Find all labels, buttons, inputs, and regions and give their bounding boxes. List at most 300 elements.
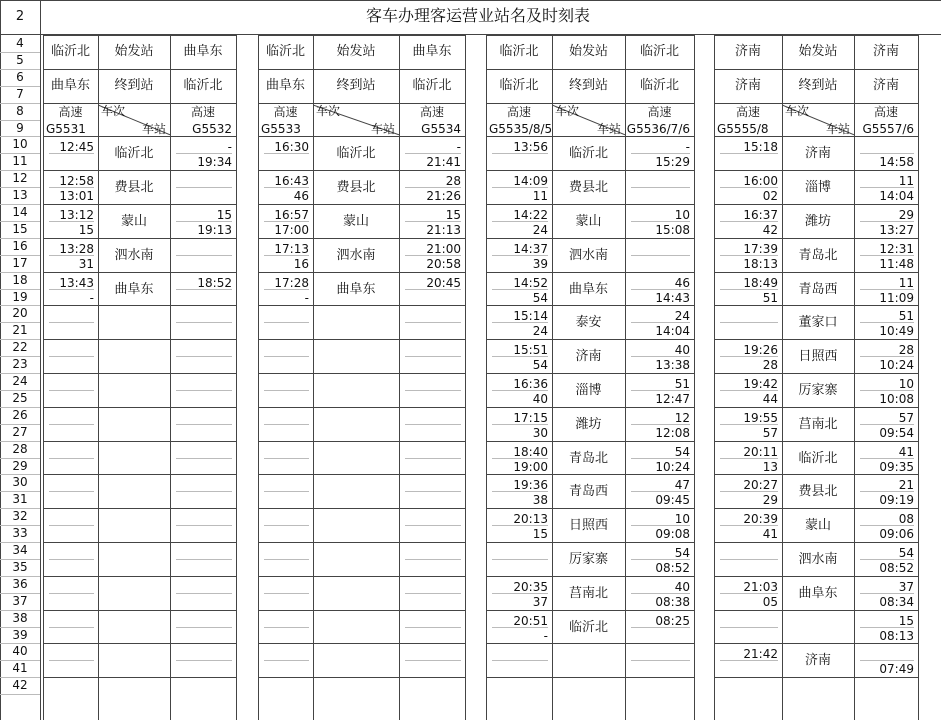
station-name: 莒南北 — [568, 585, 608, 601]
station-name: 潍坊 — [575, 416, 602, 432]
grid-line — [486, 69, 694, 70]
return-arrival-time: 47 — [674, 478, 690, 493]
arrival-time: 20:39 — [743, 512, 778, 527]
grid-line — [176, 390, 232, 391]
return-arrival-time: 11 — [898, 275, 914, 290]
grid-line — [486, 170, 694, 171]
grid-line — [176, 153, 232, 154]
return-departure-time: 09:19 — [879, 493, 914, 508]
arrival-time: 12:58 — [59, 174, 94, 189]
row-number: 6 — [16, 69, 24, 84]
grid-line — [486, 136, 694, 137]
return-arrival-time: 57 — [898, 410, 914, 425]
grid-line — [405, 660, 461, 661]
arrival-time: 18:40 — [513, 444, 548, 459]
train-type: 高速 — [58, 104, 83, 119]
row-number: 32 — [12, 509, 28, 524]
return-departure-time: 10:49 — [879, 324, 914, 339]
departure-time: 15 — [78, 222, 94, 237]
grid-line — [714, 373, 918, 374]
departure-time: 44 — [762, 391, 778, 406]
return-departure-time: 09:54 — [879, 425, 914, 440]
arrival-time: 20:51 — [513, 613, 548, 628]
terminal-station: 临沂北 — [499, 77, 539, 93]
row-number: 37 — [12, 593, 28, 608]
grid-line — [405, 525, 461, 526]
grid-line — [264, 559, 309, 560]
arrival-time: 21:03 — [743, 579, 778, 594]
terminal-label: 终到站 — [336, 77, 376, 93]
grid-line — [176, 322, 232, 323]
train-type: 高速 — [273, 104, 298, 119]
grid-line — [486, 441, 694, 442]
grid-line — [43, 204, 236, 205]
station-name: 泗水南 — [336, 247, 376, 263]
grid-line — [43, 610, 236, 611]
train-type-return: 高速 — [419, 104, 444, 119]
grid-line — [258, 610, 465, 611]
return-arrival-time: 11 — [898, 174, 914, 189]
return-arrival-time: 21 — [898, 478, 914, 493]
grid-line — [714, 272, 918, 273]
departure-time: - — [304, 290, 309, 305]
grid-line — [43, 542, 236, 543]
origin-station: 济南 — [734, 44, 761, 59]
train-type: 高速 — [506, 104, 531, 119]
train-number-return: G5532 — [192, 121, 232, 136]
arrival-time: 15:14 — [513, 309, 548, 324]
departure-time: 13 — [762, 459, 778, 474]
train-number-return: G5534 — [421, 121, 461, 136]
grid-line — [399, 35, 400, 720]
grid-line — [258, 643, 465, 644]
terminal-station-return: 临沂北 — [412, 77, 452, 93]
arrival-time: 12:45 — [59, 140, 94, 155]
grid-line — [486, 272, 694, 273]
grid-line — [264, 593, 309, 594]
diag-label-train: 车次 — [555, 103, 580, 118]
return-arrival-time: 46 — [674, 275, 690, 290]
row-number: 29 — [12, 458, 28, 473]
departure-time: 05 — [762, 594, 778, 609]
grid-line — [258, 305, 465, 306]
row-number: 21 — [12, 323, 28, 338]
arrival-time: 14:37 — [513, 241, 548, 256]
origin-station-return: 曲阜东 — [412, 44, 452, 59]
return-departure-time: 08:52 — [655, 560, 690, 575]
grid-line — [631, 153, 690, 154]
station-name: 潍坊 — [804, 214, 831, 229]
grid-line — [465, 35, 466, 720]
departure-time: - — [543, 628, 548, 643]
return-arrival-time: 08:25 — [655, 613, 690, 628]
grid-line — [43, 136, 236, 137]
diag-label-station: 车站 — [370, 121, 395, 136]
grid-line — [486, 204, 694, 205]
grid-line — [176, 458, 232, 459]
row-number: 18 — [12, 272, 28, 287]
return-departure-time: 12:47 — [655, 391, 690, 406]
return-departure-time: 09:06 — [879, 527, 914, 542]
grid-line — [43, 576, 236, 577]
arrival-time: 13:43 — [59, 275, 94, 290]
grid-line — [176, 491, 232, 492]
station-name: 济南 — [804, 653, 831, 669]
terminal-label: 终到站 — [114, 77, 154, 93]
return-arrival-time: 54 — [674, 444, 690, 459]
departure-time: 39 — [532, 256, 548, 271]
grid-line — [714, 238, 918, 239]
departure-time: 18:13 — [743, 256, 778, 271]
return-arrival-time: 21:00 — [426, 241, 461, 256]
grid-line — [492, 660, 548, 661]
terminal-label: 终到站 — [798, 77, 838, 93]
station-name: 曲阜东 — [336, 281, 376, 297]
grid-line — [264, 390, 309, 391]
grid-line — [170, 35, 171, 720]
grid-line — [236, 35, 237, 720]
station-name: 济南 — [575, 349, 602, 365]
grid-line — [782, 35, 783, 720]
station-name: 曲阜东 — [114, 281, 154, 297]
grid-line — [486, 643, 694, 644]
grid-line — [176, 593, 232, 594]
grid-line — [714, 339, 918, 340]
train-type-return: 高速 — [190, 104, 215, 119]
return-departure-time: 21:26 — [426, 189, 461, 204]
grid-line — [258, 677, 465, 678]
train-number: G5535/8/5 — [489, 121, 553, 136]
grid-line — [258, 576, 465, 577]
title-row-number: 2 — [15, 9, 25, 24]
arrival-time: 18:49 — [743, 275, 778, 290]
station-name: 济南 — [804, 146, 831, 162]
grid-line — [258, 204, 465, 205]
grid-line — [631, 255, 690, 256]
station-name: 泗水南 — [798, 552, 838, 567]
grid-line — [258, 69, 465, 70]
grid-line — [0, 0, 1, 720]
diag-label-train: 车次 — [785, 103, 810, 118]
grid-line — [258, 373, 465, 374]
grid-line — [98, 35, 99, 720]
origin-station-return: 临沂北 — [639, 44, 679, 59]
row-number: 34 — [12, 543, 28, 557]
origin-station: 临沂北 — [50, 44, 90, 59]
return-departure-time: 08:38 — [655, 594, 690, 609]
station-name: 厉家寨 — [798, 383, 838, 398]
arrival-time: 16:57 — [274, 208, 309, 222]
arrival-time: 16:37 — [743, 208, 778, 222]
grid-line — [258, 441, 465, 442]
grid-line — [552, 35, 553, 720]
grid-line — [714, 508, 918, 509]
grid-line — [258, 474, 465, 475]
return-arrival-time: 28 — [898, 343, 914, 358]
grid-line — [258, 136, 465, 137]
train-number-return: G5536/7/6 — [626, 121, 690, 136]
grid-line — [405, 559, 461, 560]
grid-line — [720, 627, 778, 628]
arrival-time: 14:22 — [513, 208, 548, 222]
grid-line — [714, 643, 918, 644]
arrival-time: 20:11 — [743, 444, 778, 459]
grid-line — [43, 441, 236, 442]
grid-line — [43, 677, 236, 678]
station-name: 蒙山 — [342, 214, 369, 229]
grid-line — [258, 508, 465, 509]
row-number: 27 — [12, 424, 28, 439]
return-arrival-time: - — [685, 140, 690, 155]
arrival-time: 19:36 — [513, 478, 548, 493]
arrival-time: 20:35 — [513, 579, 548, 594]
departure-time: 24 — [532, 222, 548, 237]
grid-line — [405, 424, 461, 425]
station-name: 临沂北 — [114, 146, 154, 162]
return-departure-time: 21:41 — [426, 155, 461, 170]
grid-line — [264, 660, 309, 661]
grid-line — [43, 35, 236, 36]
grid-line — [43, 339, 236, 340]
arrival-time: 15:51 — [513, 343, 548, 358]
row-number: 42 — [12, 678, 28, 693]
grid-line — [714, 576, 918, 577]
return-departure-time: 20:58 — [426, 256, 461, 271]
row-number: 15 — [12, 221, 28, 236]
station-name: 泗水南 — [568, 247, 608, 263]
arrival-time: 13:28 — [59, 241, 94, 256]
return-arrival-time: 08 — [898, 512, 914, 527]
return-departure-time: 08:52 — [879, 560, 914, 575]
return-arrival-time: 41 — [898, 444, 914, 459]
grid-line — [49, 525, 94, 526]
station-name: 泰安 — [575, 315, 602, 331]
train-number: G5533 — [261, 121, 301, 136]
return-arrival-time: 37 — [898, 579, 914, 594]
grid-line — [313, 35, 314, 720]
grid-line — [176, 525, 232, 526]
row-number: 5 — [16, 52, 24, 67]
return-arrival-time: 20:45 — [426, 275, 461, 290]
arrival-time: 14:09 — [513, 174, 548, 189]
station-name: 费县北 — [798, 484, 838, 500]
grid-line — [49, 424, 94, 425]
return-arrival-time: 10 — [674, 512, 690, 527]
departure-time: 42 — [762, 222, 778, 237]
row-number: 4 — [16, 36, 24, 50]
grid-line — [258, 170, 465, 171]
return-departure-time: 09:08 — [655, 527, 690, 542]
terminal-station: 济南 — [734, 77, 761, 93]
grid-line — [264, 458, 309, 459]
grid-line — [486, 373, 694, 374]
arrival-time: 17:15 — [513, 410, 548, 425]
grid-line — [40, 0, 41, 720]
return-arrival-time: 54 — [674, 546, 690, 560]
station-name: 淄博 — [804, 180, 831, 196]
departure-time: 16 — [293, 256, 309, 271]
train-number: G5531 — [46, 121, 86, 136]
terminal-station-return: 临沂北 — [639, 77, 679, 93]
station-name: 曲阜东 — [568, 281, 608, 297]
return-arrival-time: 51 — [898, 309, 914, 324]
grid-line — [714, 204, 918, 205]
return-arrival-time: 15 — [445, 208, 461, 222]
row-number: 26 — [12, 407, 28, 422]
return-arrival-time: 12 — [674, 410, 690, 425]
grid-line — [405, 356, 461, 357]
departure-time: 24 — [532, 324, 548, 339]
return-departure-time: 10:24 — [655, 459, 690, 474]
grid-line — [176, 559, 232, 560]
station-name: 费县北 — [114, 180, 154, 196]
grid-line — [264, 627, 309, 628]
departure-time: 11 — [532, 189, 548, 204]
departure-time: 54 — [532, 358, 548, 373]
return-arrival-time: 18:52 — [197, 275, 232, 290]
grid-line — [714, 441, 918, 442]
diag-label-station: 车站 — [596, 121, 621, 136]
arrival-time: 16:43 — [274, 174, 309, 189]
station-name: 临沂北 — [798, 450, 838, 466]
departure-time: 30 — [532, 425, 548, 440]
return-departure-time: 15:08 — [655, 222, 690, 237]
departure-time: 51 — [762, 290, 778, 305]
grid-line — [49, 491, 94, 492]
grid-line — [264, 424, 309, 425]
row-number: 9 — [16, 120, 24, 135]
station-name: 蒙山 — [804, 518, 831, 534]
row-number: 33 — [12, 526, 28, 541]
grid-line — [0, 694, 40, 695]
station-name: 青岛北 — [568, 450, 608, 466]
grid-line — [43, 170, 236, 171]
return-arrival-time: 54 — [898, 546, 914, 560]
grid-line — [631, 660, 690, 661]
grid-line — [264, 322, 309, 323]
grid-line — [492, 559, 548, 560]
grid-line — [264, 491, 309, 492]
row-number: 31 — [12, 492, 28, 507]
grid-line — [43, 69, 236, 70]
arrival-time: 13:56 — [513, 140, 548, 155]
terminal-station: 曲阜东 — [265, 77, 305, 93]
grid-line — [860, 660, 914, 661]
grid-line — [176, 356, 232, 357]
departure-time: 54 — [532, 290, 548, 305]
grid-line — [486, 305, 694, 306]
return-arrival-time: 29 — [898, 208, 914, 222]
grid-line — [486, 677, 694, 678]
arrival-time: 15:18 — [743, 140, 778, 155]
grid-line — [486, 508, 694, 509]
grid-line — [258, 238, 465, 239]
origin-station-return: 曲阜东 — [183, 44, 223, 59]
return-departure-time: 11:48 — [879, 256, 914, 271]
grid-line — [176, 660, 232, 661]
return-arrival-time: - — [227, 140, 232, 155]
departure-time: 57 — [762, 425, 778, 440]
station-name: 临沂北 — [568, 619, 608, 635]
return-arrival-time: - — [456, 140, 461, 155]
diag-label-train: 车次 — [316, 103, 341, 118]
return-arrival-time: 51 — [674, 377, 690, 391]
grid-line — [405, 458, 461, 459]
grid-line — [264, 525, 309, 526]
grid-line — [714, 677, 918, 678]
station-name: 青岛西 — [568, 484, 608, 500]
row-number: 35 — [12, 559, 28, 574]
arrival-time: 19:42 — [743, 377, 778, 391]
grid-line — [176, 187, 232, 188]
grid-line — [631, 187, 690, 188]
station-name: 蒙山 — [120, 214, 147, 229]
grid-line — [258, 35, 465, 36]
terminal-station-return: 临沂北 — [183, 77, 223, 93]
origin-station: 临沂北 — [499, 44, 539, 59]
return-departure-time: 10:24 — [879, 358, 914, 373]
return-arrival-time: 15 — [898, 613, 914, 628]
return-departure-time: 10:08 — [879, 391, 914, 406]
sheet-title: 客车办理客运营业站名及时刻表 — [365, 6, 590, 25]
arrival-time: 16:36 — [513, 377, 548, 391]
grid-line — [714, 305, 918, 306]
departure-time: - — [89, 290, 94, 305]
grid-line — [714, 542, 918, 543]
return-arrival-time: 24 — [674, 309, 690, 324]
station-name: 费县北 — [336, 180, 376, 196]
return-departure-time: 21:13 — [426, 222, 461, 237]
grid-line — [405, 153, 461, 154]
grid-line — [258, 542, 465, 543]
grid-line — [714, 35, 918, 36]
grid-line — [0, 0, 941, 1]
row-number: 11 — [12, 154, 28, 169]
row-number: 12 — [12, 171, 28, 186]
return-departure-time: 08:34 — [879, 594, 914, 609]
arrival-time: 21:42 — [743, 647, 778, 662]
return-departure-time: 13:27 — [879, 222, 914, 237]
station-name: 董家口 — [798, 315, 838, 331]
row-number: 14 — [12, 205, 28, 219]
grid-line — [264, 356, 309, 357]
arrival-time: 17:13 — [274, 241, 309, 256]
grid-line — [714, 170, 918, 171]
row-number: 38 — [12, 610, 28, 625]
grid-line — [176, 627, 232, 628]
return-arrival-time: 40 — [674, 579, 690, 594]
grid-line — [486, 407, 694, 408]
station-name: 日照西 — [798, 349, 838, 365]
grid-line — [49, 627, 94, 628]
departure-time: 19:00 — [513, 459, 548, 474]
return-departure-time: 14:43 — [655, 290, 690, 305]
grid-line — [258, 35, 259, 720]
train-type-return: 高速 — [873, 104, 898, 119]
grid-line — [714, 136, 918, 137]
grid-line — [405, 390, 461, 391]
departure-time: 15 — [532, 527, 548, 542]
station-name: 莒南北 — [798, 416, 838, 432]
origin-station: 临沂北 — [265, 44, 305, 59]
grid-line — [486, 610, 694, 611]
terminal-station: 曲阜东 — [50, 77, 90, 93]
departure-time: 02 — [762, 189, 778, 204]
row-number: 30 — [12, 475, 28, 490]
station-name: 淄博 — [575, 383, 602, 398]
row-number: 40 — [12, 644, 28, 659]
arrival-time: 16:00 — [743, 174, 778, 189]
